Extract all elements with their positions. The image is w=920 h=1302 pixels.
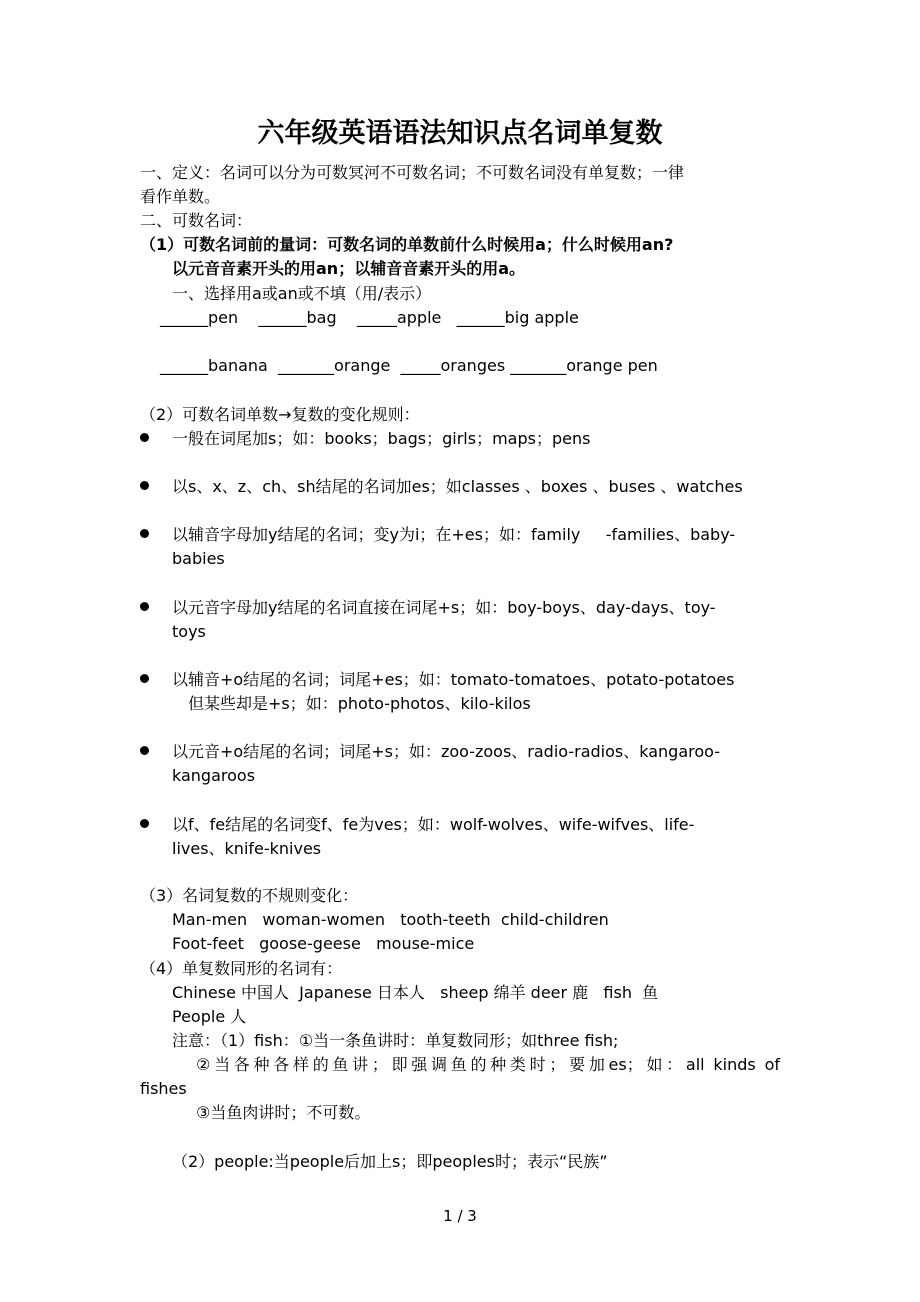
point-1-line-2: 以元音音素开头的用an；以辅音音素开头的用a。 <box>172 259 525 278</box>
point-4-title: （4）单复数同形的名词有： <box>140 959 343 978</box>
rule-5-line-1: 以辅音+o结尾的名词；词尾+es；如：tomato-tomatoes、potato-potatoes <box>172 670 735 689</box>
exercise-row-2: ______banana _______orange _____oranges _______orange pen <box>160 356 658 375</box>
rule-7-line-1: 以f、fe结尾的名词变f、fe为ves；如：wolf-wolves、wife-wifves、life- <box>172 815 695 834</box>
rule-5-line-2: 但某些却是+s；如：photo-photos、kilo-kilos <box>188 694 531 713</box>
bullet-icon <box>140 746 149 755</box>
rule-1-line-1: 一般在词尾加s；如：books；bags；girls；maps；pens <box>172 429 591 448</box>
bullet-icon <box>140 529 149 538</box>
bullet-icon <box>140 433 149 442</box>
bullet-icon <box>140 819 149 828</box>
rule-7-line-2: lives、knife-knives <box>172 839 322 858</box>
bullet-icon <box>140 674 149 683</box>
rule-4-line-2: toys <box>172 622 206 641</box>
note-line-1: 注意：（1）fish：①当一条鱼讲时：单复数同形；如three fish; <box>172 1031 619 1050</box>
page-title: 六年级英语语法知识点名词单复数 <box>257 118 663 149</box>
point-4-line-2: People 人 <box>172 1007 247 1026</box>
rule-3-line-2: babies <box>172 549 225 568</box>
section-2-heading: 二、可数名词： <box>140 211 253 230</box>
exercise-title: 一、选择用a或an或不填（用/表示） <box>172 284 432 303</box>
point-2-title: （2）可数名词单数→复数的变化规则： <box>140 405 420 424</box>
rule-3-line-1: 以辅音字母加y结尾的名词；变y为i；在+es；如：family -families、baby- <box>172 525 736 544</box>
page-number: 1 / 3 <box>443 1207 477 1225</box>
note-line-2: ②当各种各样的鱼讲；即强调鱼的种类时；要加es；如：all kinds of <box>196 1055 780 1074</box>
rule-4-line-1: 以元音字母加y结尾的名词直接在词尾+s；如：boy-boys、day-days、toy- <box>172 598 716 617</box>
point-1-line-1: （1）可数名词前的量词：可数名词的单数前什么时候用a；什么时候用an? <box>140 235 674 254</box>
rule-6-line-2: kangaroos <box>172 766 256 785</box>
definition-line-2: 看作单数。 <box>140 187 221 206</box>
rule-2-line-1: 以s、x、z、ch、sh结尾的名词加es；如classes 、boxes 、buses 、watches <box>172 477 743 496</box>
bullet-icon <box>140 481 149 490</box>
note-line-4: ③当鱼肉讲时；不可数。 <box>196 1103 371 1122</box>
point-4-line-1: Chinese 中国人 Japanese 日本人 sheep 绵羊 deer 鹿 fish 鱼 <box>172 983 659 1002</box>
definition-line-1: 一、定义：名词可以分为可数冥河不可数名词；不可数名词没有单复数；一律 <box>140 163 685 182</box>
rule-6-line-1: 以元音+o结尾的名词；词尾+s；如：zoo-zoos、radio-radios、kangaroo- <box>172 742 721 761</box>
point-3-title: （3）名词复数的不规则变化： <box>140 886 359 905</box>
point-3-line-2: Foot-feet goose-geese mouse-mice <box>172 934 475 953</box>
bullet-icon <box>140 602 149 611</box>
note-line-3: fishes <box>140 1079 187 1098</box>
note-line-5: （2）people:当people后加上s；即peoples时；表示“民族” <box>172 1152 608 1171</box>
point-3-line-1: Man-men woman-women tooth-teeth child-children <box>172 910 609 929</box>
exercise-row-1: ______pen ______bag _____apple ______big apple <box>160 308 579 327</box>
